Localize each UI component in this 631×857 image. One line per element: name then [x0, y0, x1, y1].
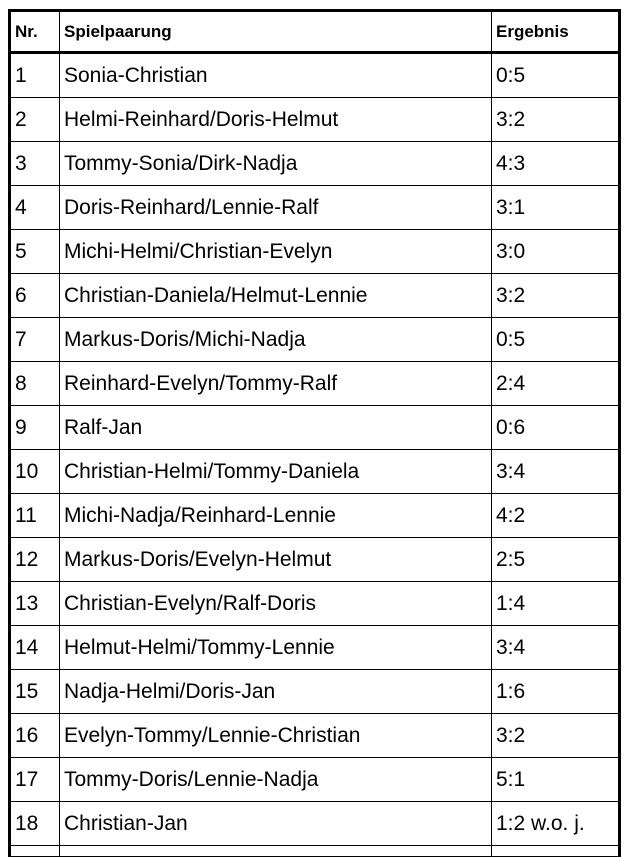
cell-nr: 6: [10, 274, 60, 318]
table-row: [10, 450, 620, 494]
cell-result: 3:4: [492, 450, 620, 494]
cell-nr: 9: [10, 406, 60, 450]
cell-nr: 17: [10, 758, 60, 802]
table-body: [10, 53, 620, 857]
cell-result: 5:1: [492, 758, 620, 802]
cell-pairing: Helmi-Reinhard/Doris-Helmut: [60, 98, 492, 142]
cell-result: 3:2: [492, 98, 620, 142]
cell-nr: 7: [10, 318, 60, 362]
cell-result: 3:1: [492, 186, 620, 230]
table-row: [10, 670, 620, 714]
cell-pairing: Michi-Helmi/Christian-Evelyn: [60, 230, 492, 274]
header-nr: Nr.: [10, 11, 60, 53]
cell-nr: 8: [10, 362, 60, 406]
table-row: [10, 802, 620, 846]
cell-result: 1:2 w.o. j.: [492, 802, 620, 846]
table-row: [10, 98, 620, 142]
table-row: [10, 626, 620, 670]
header-row: [10, 11, 620, 53]
cell-pairing: Tommy-Doris/Lennie-Nadja: [60, 758, 492, 802]
table-row: [10, 758, 620, 802]
cell-pairing: Tommy-Sonia/Dirk-Nadja: [60, 142, 492, 186]
cell-nr: 3: [10, 142, 60, 186]
cell-pairing: Christian-Daniela/Helmut-Lennie: [60, 274, 492, 318]
cell-nr: 5: [10, 230, 60, 274]
cell-pairing: Christian-Jan: [60, 802, 492, 846]
cell-pairing: Helmut-Helmi/Tommy-Lennie: [60, 626, 492, 670]
cell-result: 3:2: [492, 714, 620, 758]
table-row: [10, 53, 620, 98]
table-row: [10, 186, 620, 230]
table-row: [10, 274, 620, 318]
cell-nr: 15: [10, 670, 60, 714]
cell-pairing: Doris-Reinhard/Lennie-Ralf: [60, 186, 492, 230]
cell-pairing: Ralf-Jan: [60, 406, 492, 450]
cell-result: 1:4: [492, 582, 620, 626]
cell-result: 0:5: [492, 53, 620, 98]
cell-result: 3:2: [492, 274, 620, 318]
table-row: [10, 142, 620, 186]
cell-result: 1:6: [492, 670, 620, 714]
table-row: [10, 538, 620, 582]
cell-nr: 1: [10, 53, 60, 98]
table-row: [10, 318, 620, 362]
table-row: [10, 582, 620, 626]
cell-pairing: Markus-Doris/Michi-Nadja: [60, 318, 492, 362]
table-row: [10, 406, 620, 450]
cell-pairing: Sonia-Christian: [60, 53, 492, 98]
header-pairing: Spielpaarung: [60, 11, 492, 53]
cell-nr: 13: [10, 582, 60, 626]
table-row: [10, 494, 620, 538]
cell-result: 4:3: [492, 142, 620, 186]
cell-nr: 2: [10, 98, 60, 142]
cell-nr: 10: [10, 450, 60, 494]
cell-result: 3:4: [492, 626, 620, 670]
cell-nr: 16: [10, 714, 60, 758]
cell-nr: 12: [10, 538, 60, 582]
cell-pairing: Christian-Evelyn/Ralf-Doris: [60, 582, 492, 626]
cell-pairing: Michi-Nadja/Reinhard-Lennie: [60, 494, 492, 538]
cell-pairing: Markus-Doris/Evelyn-Helmut: [60, 538, 492, 582]
cell-result: 4:2: [492, 494, 620, 538]
cell-nr: 11: [10, 494, 60, 538]
cell-result: 2:4: [492, 362, 620, 406]
cell-nr: 4: [10, 186, 60, 230]
cell-nr: 14: [10, 626, 60, 670]
cell-pairing: Evelyn-Tommy/Lennie-Christian: [60, 714, 492, 758]
cell-pairing: Nadja-Helmi/Doris-Jan: [60, 670, 492, 714]
cell-pairing: Reinhard-Evelyn/Tommy-Ralf: [60, 362, 492, 406]
cell-result: 3:0: [492, 230, 620, 274]
cell-nr: 18: [10, 802, 60, 846]
table-row: [10, 714, 620, 758]
header-result: Ergebnis: [492, 11, 620, 53]
table-row: [10, 230, 620, 274]
cell-result: 0:6: [492, 406, 620, 450]
results-table: [8, 9, 621, 857]
cell-pairing: Christian-Helmi/Tommy-Daniela: [60, 450, 492, 494]
cell-result: 0:5: [492, 318, 620, 362]
cell-result: 2:5: [492, 538, 620, 582]
table-row: [10, 362, 620, 406]
